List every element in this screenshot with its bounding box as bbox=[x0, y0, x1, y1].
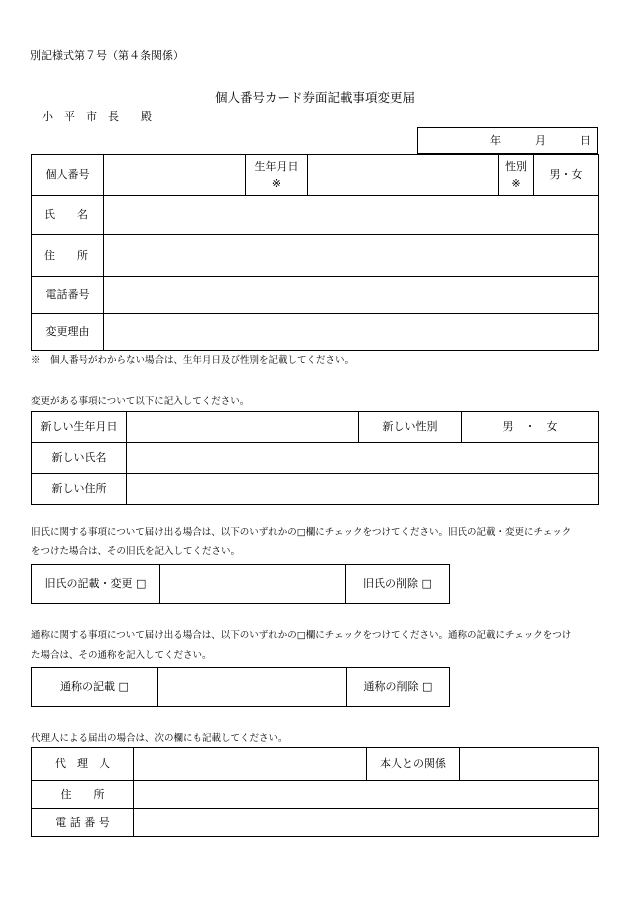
new-address-input[interactable] bbox=[127, 474, 599, 505]
date-box bbox=[417, 127, 598, 154]
birthdate-label-text: 生年月日 bbox=[254, 159, 299, 173]
new-gender-label: 新しい性別 bbox=[359, 412, 462, 443]
form-title: 個人番号カード券面記載事項変更届 bbox=[214, 90, 415, 105]
date-month: 月 bbox=[535, 133, 546, 147]
birthdate-mark: ※ bbox=[271, 177, 282, 190]
birthdate-label bbox=[246, 155, 308, 196]
alias-input[interactable] bbox=[158, 668, 347, 707]
gender-label bbox=[499, 155, 534, 196]
agent-phone-input[interactable] bbox=[134, 809, 599, 837]
new-address-label: 新しい住所 bbox=[32, 474, 127, 505]
changes-intro: 変更がある事項について以下に記入してください。 bbox=[31, 396, 250, 407]
gender-options[interactable]: 男・女 bbox=[534, 155, 599, 196]
old-surname-input[interactable] bbox=[160, 565, 346, 604]
address-label: 住 所 bbox=[32, 235, 104, 277]
agent-phone-label: 電 話 番 号 bbox=[32, 809, 134, 837]
alias-instruction-2: た場合は、その通称を記入してください。 bbox=[31, 650, 212, 661]
alias-delete-checkbox[interactable]: 通称の削除 □ bbox=[347, 668, 450, 707]
agent-address-input[interactable] bbox=[134, 781, 599, 809]
note-main: ※ 個人番号がわからない場合は、生年月日及び性別を記載してください。 bbox=[31, 355, 355, 366]
birthdate-input[interactable] bbox=[308, 155, 499, 196]
gender-mark: ※ bbox=[511, 177, 521, 190]
phone-input[interactable] bbox=[104, 277, 599, 314]
alias-record-checkbox[interactable]: 通称の記載 □ bbox=[32, 668, 158, 707]
agent-relation-input[interactable] bbox=[460, 748, 599, 781]
old-surname-instruction-2: をつけた場合は、その旧氏を記入してください。 bbox=[31, 546, 241, 557]
phone-label: 電話番号 bbox=[32, 277, 104, 314]
old-surname-table bbox=[31, 564, 450, 604]
date-day: 日 bbox=[580, 133, 591, 147]
agent-label: 代 理 人 bbox=[32, 748, 134, 781]
new-birthdate-input[interactable] bbox=[127, 412, 359, 443]
changes-table bbox=[31, 411, 599, 505]
form-number: 別記様式第７号（第４条関係） bbox=[30, 49, 184, 62]
new-name-label: 新しい氏名 bbox=[32, 443, 127, 474]
applicant-table bbox=[31, 154, 599, 351]
old-surname-record-change-checkbox[interactable]: 旧氏の記載・変更 □ bbox=[32, 565, 160, 604]
new-birthdate-label: 新しい生年月日 bbox=[32, 412, 127, 443]
agent-address-label: 住 所 bbox=[32, 781, 134, 809]
alias-instruction-1: 通称に関する事項について届け出る場合は、以下のいずれかの□欄にチェックをつけてください。通称の記載にチェックをつけ bbox=[31, 630, 572, 641]
agent-name-input[interactable] bbox=[134, 748, 367, 781]
name-input[interactable] bbox=[104, 196, 599, 235]
date-cell[interactable] bbox=[418, 128, 598, 154]
old-surname-delete-checkbox[interactable]: 旧氏の削除 □ bbox=[346, 565, 450, 604]
personal-number-input[interactable] bbox=[104, 155, 246, 196]
old-surname-instruction-1: 旧氏に関する事項について届け出る場合は、以下のいずれかの□欄にチェックをつけてください。旧氏の記載・変更にチェック bbox=[31, 527, 572, 538]
new-gender-options[interactable]: 男 ・ 女 bbox=[462, 412, 599, 443]
personal-number-label: 個人番号 bbox=[32, 155, 104, 196]
agent-relation-label: 本人との関係 bbox=[367, 748, 460, 781]
date-year: 年 bbox=[490, 133, 501, 147]
agent-intro: 代理人による届出の場合は、次の欄にも記載してください。 bbox=[31, 733, 288, 744]
reason-input[interactable] bbox=[104, 314, 599, 351]
alias-table bbox=[31, 667, 450, 707]
agent-table bbox=[31, 747, 599, 837]
address-input[interactable] bbox=[104, 235, 599, 277]
reason-label: 変更理由 bbox=[32, 314, 104, 351]
name-label: 氏 名 bbox=[32, 196, 104, 235]
addressee: 小 平 市 長 殿 bbox=[42, 110, 152, 123]
new-name-input[interactable] bbox=[127, 443, 599, 474]
gender-label-text: 性別 bbox=[505, 159, 527, 173]
